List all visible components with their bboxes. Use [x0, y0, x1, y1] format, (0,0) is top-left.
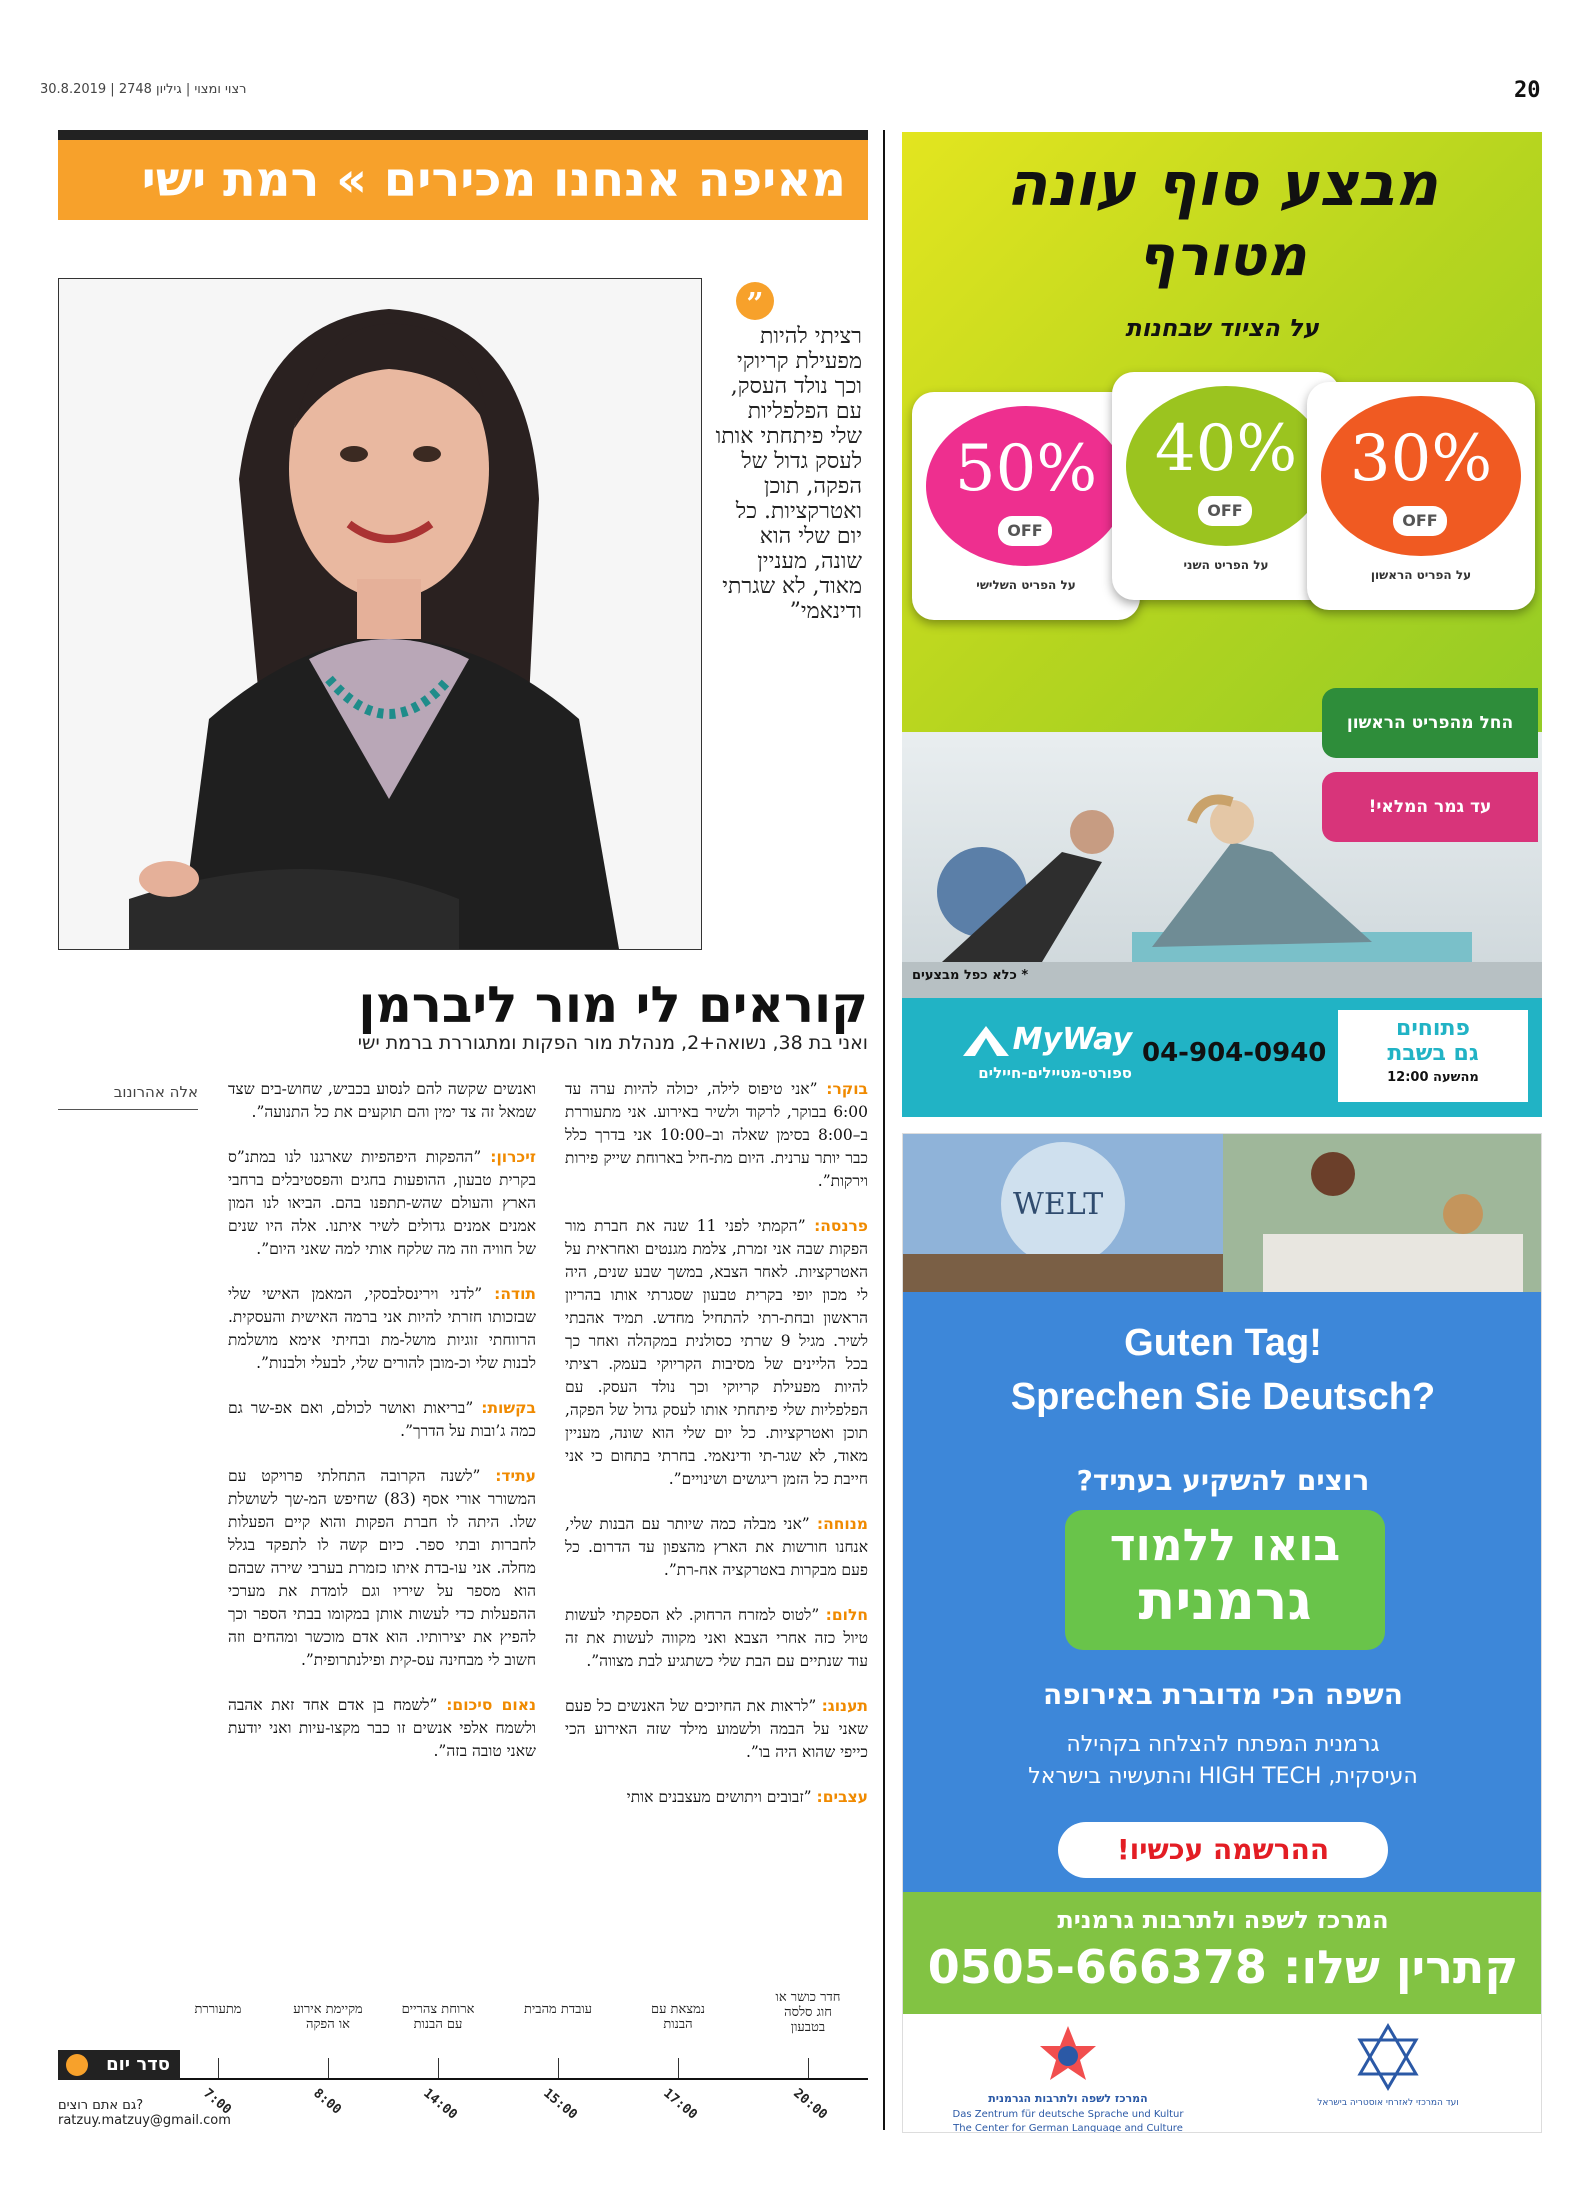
- article-author: אלה אהרונוב: [58, 1083, 198, 1110]
- timeline-event-label: חדר כושר או חוג סלסה בטבעון: [775, 1990, 841, 2035]
- german-center-logo-en: The Center for German Language and Culture: [953, 2123, 1183, 2133]
- timeline-time: 20:00: [790, 2086, 830, 2123]
- paragraph-keyword: בוקר:: [826, 1080, 868, 1098]
- paragraph-text: ואנשים שקשה להם לנסוע בכביש, שחוש-בים שצד שמאל זה צד ימין והם תוקעים את כל התנועה”.: [228, 1080, 536, 1121]
- promo-button-first-item[interactable]: החל מהפריט הראשון: [1322, 688, 1538, 758]
- column-divider: [883, 130, 885, 2130]
- learn-label: בואו ללמוד: [1109, 1520, 1341, 1571]
- german-label: גרמנית: [1138, 1569, 1312, 1632]
- discount-caption: על הפריט השלישי: [976, 578, 1076, 592]
- paragraph-keyword: עתיד:: [495, 1467, 536, 1485]
- partner-logos: [903, 2014, 1542, 2133]
- article-subtitle: ואני בת 38, נשואה+2, מנהלת מור הפקות ומתגוררת ברמת ישי: [357, 1032, 868, 1054]
- ad-claim: השפה הכי מדוברת באירופה: [1043, 1678, 1403, 1711]
- portrait-illustration: [59, 279, 701, 949]
- ad-title-secondary: מטורף: [1137, 224, 1307, 289]
- svg-text:WELT: WELT: [1013, 1187, 1104, 1222]
- contact-phone[interactable]: קתרין שלו: 0505-666378: [927, 1940, 1519, 1994]
- page-number: 20: [1514, 78, 1541, 103]
- ad-detail-1: גרמנית המפתח להצלחה בקהילה: [1066, 1732, 1380, 1757]
- paragraph-keyword: תודה:: [494, 1285, 536, 1303]
- timeline-event-label: מתעוררת: [194, 2002, 242, 2017]
- austrian-committee-logo-text: ועד המרכזי לאזרחי אוסטריה בישראל: [1317, 2098, 1459, 2108]
- paragraph-keyword: פרנסה:: [814, 1217, 868, 1235]
- ad-subtitle: על הציוד שבחנות: [1125, 314, 1319, 342]
- daily-schedule-timeline: [58, 1990, 868, 2140]
- timeline-tick: [558, 2058, 559, 2078]
- ad-detail-2: העיסקית, HIGH TECH והתעשיה בישראל: [1028, 1764, 1418, 1789]
- timeline-time: 14:00: [420, 2086, 460, 2123]
- paragraph-keyword: בקשות:: [481, 1399, 536, 1417]
- discount-tile: [1112, 372, 1340, 600]
- off-badge: OFF: [1198, 496, 1252, 526]
- timeline-tick: [678, 2058, 679, 2078]
- timeline-time: 8:00: [310, 2086, 344, 2118]
- paragraph-text: ”הקמתי לפני 11 שנה את חברת מור הפקות שבה אני זמרת, צלמת מגנטים ואחראית על האטרקציות. לאחר הצבא, במשך שבע שנים, היה לי מכון יופי בקרית טבעון שסגרתי אותו בהריון הראשון ובחת-רתי להתחיל מחדש. תמיד אהבתי לשיר. מגיל 9 שרתי כסולנית במקהלה ואחר כך בכל הליינים של מסיבות הקריוקי בעמק. רציתי להיות מפעילת קריוקי וכך נולד העסק. עם הפלפליות שלי פיתחתי אותו לעסק גדול של הפקה, תוכן ואטרקציות. כל יום שלי הוא שונה, מעניין מאוד, לא שגר-תי ודינאמי. בחרתי בתחום כי אני חייבת כל הזמן ריגושים ושינויים”.: [565, 1217, 868, 1488]
- timeline-tick: [438, 2058, 439, 2078]
- portrait-photo: [58, 278, 702, 950]
- article-headline: קוראים לי מור ליברמן: [358, 976, 868, 1034]
- ad-photo-strip: [903, 1134, 1542, 1292]
- star-of-david-icon: [1353, 2022, 1423, 2092]
- store-phone[interactable]: 04-904-0940: [1142, 1038, 1327, 1068]
- schedule-label: [58, 2050, 180, 2080]
- article-paragraph: [228, 1078, 536, 1124]
- article-column-left: [228, 1078, 536, 1785]
- german-question: Sprechen Sie Deutsch?: [1010, 1376, 1436, 1418]
- pullquote: רציתי להיות מפעילת קריוקי וכך נולד העסק, עם הפלפליות שלי פיתחתי אותו לעסק גדול של הפקה, תוכן ואטרקציות. כל יום שלי הוא שונה, מעניין מאוד, לא שגרתי ודינאמי”: [715, 324, 862, 624]
- paragraph-keyword: מנוחה:: [816, 1515, 868, 1533]
- paragraph-keyword: עצבים:: [816, 1788, 868, 1806]
- section-banner: [58, 130, 868, 220]
- discount-percent: 50%: [954, 432, 1098, 506]
- timeline-time: 7:00: [200, 2086, 234, 2118]
- article-paragraph: [565, 1695, 868, 1764]
- ad-contact-panel: [903, 1892, 1542, 2014]
- discount-tile: [1307, 382, 1535, 610]
- timeline-event-label: ארוחת צהריים עם הבנות: [401, 2002, 475, 2032]
- article-paragraph: [565, 1604, 868, 1673]
- myway-ad[interactable]: [902, 132, 1542, 1117]
- learn-german-box: [1065, 1510, 1385, 1650]
- timeline-event-label: מקיימת אירוע או הפקה: [293, 2002, 363, 2032]
- timeline-event-label: עובדת מהבית: [523, 2002, 593, 2017]
- ad-footer: [902, 998, 1542, 1117]
- paragraph-keyword: נאום סיכום:: [446, 1696, 537, 1714]
- article-paragraph: [565, 1786, 868, 1809]
- discount-percent: 30%: [1349, 422, 1493, 496]
- article-paragraph: [565, 1078, 868, 1193]
- article-paragraph: [228, 1397, 536, 1443]
- off-badge: OFF: [998, 516, 1052, 546]
- timeline-time: 17:00: [660, 2086, 700, 2123]
- invest-question: רוצים להשקיע בעתיד?: [1076, 1464, 1370, 1497]
- paragraph-text: ”לטוס למזרח הרחוק. לא הספקתי לעשות טיול כזה אחרי הצבא ואני מקווה לעשות את זה עוד שנתיים עם הבת שלי כשתגיע לבת מצווה”.: [565, 1606, 868, 1670]
- center-name: המרכז לשפה ולתרבות גרמנית: [1057, 1906, 1389, 1934]
- timeline-tick: [808, 2058, 809, 2078]
- paragraph-text: ”זבובים ויתושים מעצבנים אותי: [626, 1788, 812, 1806]
- ad-footnote: * כלא כפל מבצעים: [912, 968, 1029, 983]
- article-paragraph: [228, 1283, 536, 1375]
- open-saturday: גם בשבת: [1387, 1041, 1479, 1066]
- german-greeting: Guten Tag!: [1124, 1322, 1322, 1364]
- off-badge: OFF: [1393, 506, 1447, 536]
- paragraph-text: ”ההפקות היפהפיות שארגנו לנו במתנ”ס בקרית טבעון, ההופעות בחגים והפסטיבלים ברחבי הארץ והעולם שהש-תתפנו בהם. הביאו לנו המון אמנים אמנים גדולים לשיר איתנו. אלה היו שנים של חוויה וזה מה שלקח אותי למה שאני היום”.: [228, 1148, 536, 1258]
- section-banner-text: מאיפה אנחנו מכירים » רמת ישי: [141, 152, 846, 208]
- german-course-ad[interactable]: [902, 1133, 1542, 2133]
- open-label: פתוחים: [1396, 1016, 1470, 1041]
- timeline-tick: [218, 2058, 219, 2078]
- schedule-label-text: סדר יום: [106, 2054, 170, 2075]
- timeline-tick: [328, 2058, 329, 2078]
- discount-caption: על הפריט השני: [1183, 558, 1269, 572]
- article-column-right: [565, 1078, 868, 1831]
- article-paragraph: [228, 1694, 536, 1763]
- paragraph-text: ”אני טיפוס לילה, יכולה להיות ערה עד 6:00 בבוקר, לרקוד ולשיר באירוע. אני מתעוררת ב–8:00 בסימן שאלה וב–10:00 אני בדרך כלל כבר יותר ערנית. היום מת-חיל בארוחת שייק פירות וירקות”.: [565, 1080, 868, 1190]
- contact-email[interactable]: ratzuy.matzuy@gmail.com: [58, 2113, 231, 2128]
- article-paragraph: [228, 1465, 536, 1672]
- ad-main-panel: [903, 1292, 1542, 1892]
- discount-caption: על הפריט הראשון: [1370, 568, 1472, 582]
- quote-icon: ”: [736, 282, 774, 320]
- ad-title: מבצע סוף עונה: [1006, 150, 1438, 220]
- paragraph-text: ”לשנה הקרובה התחלתי פרויקט עם המשורר אורי אסף (83) שחיפש המ-שך לשושלת שלו. היתה לו חברת הפקות והוא קיים הפעלות לחברות ובתי ספר. כיום קשה לו לתפקד בגלל מחלה. אני עו-בדת איתו כזמרת בערבי שירה שבהם הוא מספר על שיריו וגם לומדת את מערכי ההפעלות כדי לעשות אותן במקומו בבתי הספר וכך להפיץ את יצירותיו. הוא אדם מוכשר ומהחים וזה חשוב לי מבחינה עס-קית ופילנתרופית”.: [228, 1467, 536, 1669]
- paragraph-keyword: זיכרון:: [490, 1148, 536, 1166]
- paragraph-keyword: חלום:: [825, 1606, 868, 1624]
- myway-logo: [912, 1022, 1132, 1057]
- opening-hours-box: [1338, 1010, 1528, 1102]
- discount-tile: [912, 392, 1140, 620]
- german-center-logo-de: Das Zentrum für deutsche Sprache und Kultur: [952, 2109, 1184, 2120]
- mountain-icon: [963, 1026, 1009, 1056]
- promo-button-while-stock-lasts[interactable]: עד גמר המלאי!: [1322, 772, 1538, 842]
- article-paragraph: [228, 1146, 536, 1261]
- discount-percent: 40%: [1154, 412, 1298, 486]
- clock-icon: [66, 2054, 88, 2076]
- paragraph-text: ”בריאות ואושר לכולם, ואם אפ-שר גם כמה ג’ובות על הדרך”.: [228, 1399, 536, 1440]
- welt-balloon-and-students-illustration: [903, 1134, 1542, 1292]
- timeline-time: 15:00: [540, 2086, 580, 2123]
- star-logo-icon: [1038, 2024, 1098, 2084]
- paragraph-text: ”לשמח בן אדם אחד זאת אהבה ולשמח אלפי אנשים זו כבר מקצו-עיות ואני יודעת שאני טובה בזה”.: [228, 1696, 536, 1760]
- register-now-button[interactable]: ההרשמה עכשיו!: [1058, 1822, 1388, 1878]
- contact-prompt: גם אתם רוצים?: [58, 2098, 144, 2113]
- german-center-logo-hebrew: המרכז לשפה ולתרבות הגרמנית: [988, 2092, 1148, 2105]
- open-time: מהשעה 12:00: [1387, 1070, 1479, 1085]
- article-paragraph: [565, 1513, 868, 1582]
- folio: רצוי ומצוי | גיליון 2748 | 30.8.2019: [40, 82, 247, 97]
- myway-tagline: ספורט-מטיילים-חיילים: [978, 1064, 1132, 1082]
- article-paragraph: [565, 1215, 868, 1491]
- paragraph-text: ”אני מבלה כמה שיותר עם הבנות שלי, אנחנו חורשות את הארץ מהצפון עד הדרום. כל פעם מבקרות באטרקציה אח-רת”.: [565, 1515, 868, 1579]
- paragraph-text: ”לדני וירינסלבסקי, המאמן האישי שלי שבזכותו חזרתי להיות אני ברמה האישית והעסקית. הרווחתי זוגיות מושל-מת ובחיתי אימא מושלמת לבנות שלי וכ-מובן להורים שלי, לבעלי ולבנות”.: [228, 1285, 536, 1372]
- paragraph-text: ”לראות את החיוכים של האנשים כל פעם שאני על הבמה ולשמוע מילד שזה האירוע הכי כייפי שהוא היה בו”.: [565, 1697, 868, 1761]
- paragraph-keyword: תענוג:: [821, 1697, 868, 1715]
- timeline-event-label: נמצאת עם הבנות: [650, 2002, 706, 2032]
- myway-brand: MyWay: [1012, 1022, 1132, 1057]
